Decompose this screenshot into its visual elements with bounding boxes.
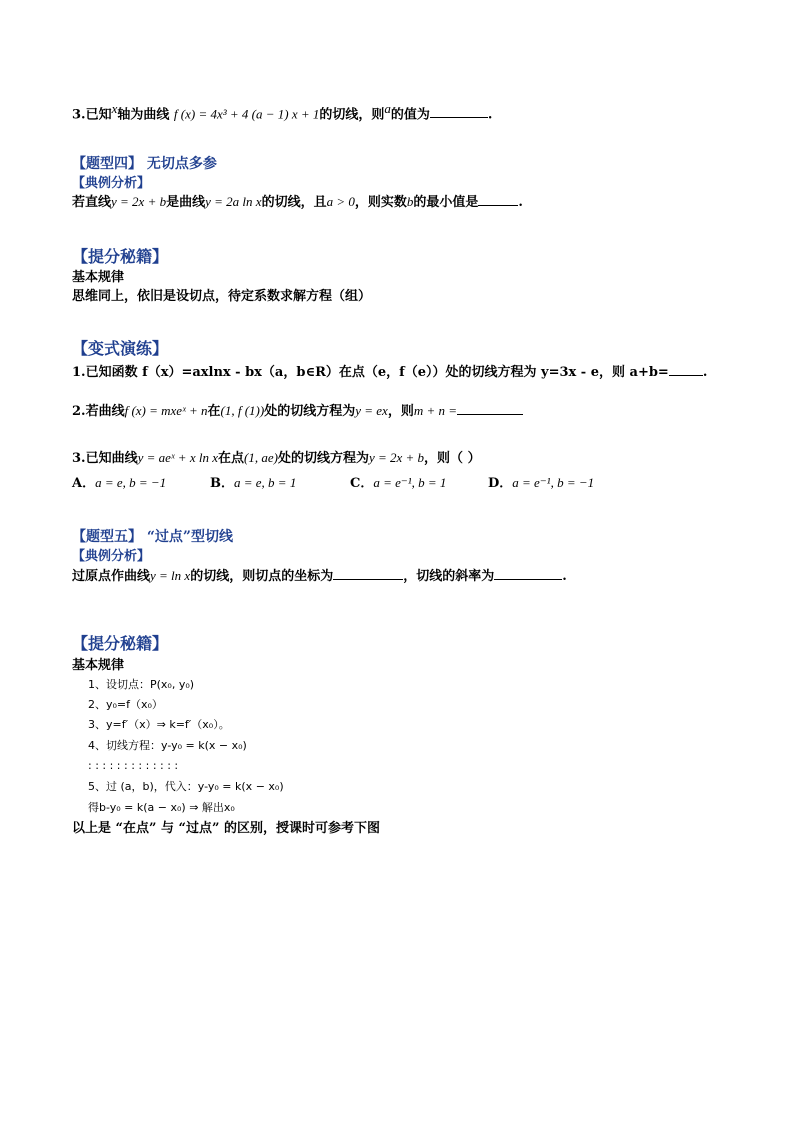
options-row (72, 474, 594, 493)
analysis-label: 【典例分析】 (72, 176, 151, 191)
rule-label: 基本规律 (72, 270, 125, 285)
step-5: 5、过 (a，b)，代入：y-y₀ = k(x − x₀) (88, 780, 284, 793)
step-3: 3、y=f′（x）⇒ k=f′（x₀）。 (88, 718, 230, 731)
step-1: 1、设切点：P(x₀, y₀) (88, 678, 195, 691)
step-6: 得b-y₀ = k(a − x₀) ⇒ 解出x₀ (88, 801, 235, 814)
tips-heading: 【提分秘籍】 (72, 634, 169, 653)
formula: f (x) = 4x³ + 4 (a − 1) x + 1 (173, 106, 320, 122)
answer-blank (478, 193, 518, 206)
question-3: 3.已知$^x$轴为曲线 f (x) = 4x³ + 4 (a − 1) x + 1的切线，则$^a$的值为 . (72, 101, 493, 123)
rule-label: 基本规律 (72, 658, 125, 673)
tips-heading: 【提分秘籍】 (72, 247, 169, 266)
option-c: C．a = e⁻¹, b = 1 (350, 475, 447, 491)
practice-heading: 【变式演练】 (72, 339, 169, 358)
answer-blank (430, 105, 488, 118)
answer-blank (333, 567, 403, 580)
rule-text: 思维同上，依旧是设切点，待定系数求解方程（组） (72, 289, 372, 304)
practice-2: 2.若曲线f (x) = mxeˣ + n在(1, f (1))处的切线方程为y = ex，则m + n = (72, 402, 523, 421)
example-problem: 若直线y = 2x + b是曲线y = 2a ln x的切线，且a > 0，则实数b的最小值是 . (72, 194, 523, 210)
answer-blank (494, 567, 562, 580)
analysis-label: 【典例分析】 (72, 549, 151, 564)
option-b: B．a = e, b = 1 (210, 475, 297, 491)
answer-blank (669, 363, 703, 376)
section-heading: 【题型四】 无切点多参 (72, 156, 217, 172)
practice-3: 3.已知曲线y = aeˣ + x ln x在点(1, ae)处的切线方程为y = 2x + b，则（ ） (72, 450, 481, 466)
option-d: D．a = e⁻¹, b = −1 (488, 475, 595, 491)
example-problem: 过原点作曲线y = ln x的切线，则切点的坐标为 ，切线的斜率为 . (72, 568, 567, 584)
step-dots: : : : : : : : : : : : : : (88, 759, 179, 772)
practice-1: 1.已知函数 f（x）=axlnx - bx（a，b∈R）在点（e，f（e））处的切线方程为 y=3x - e，则 a+b= . (72, 365, 708, 380)
step-2: 2、y₀=f（x₀） (88, 698, 163, 711)
answer-blank (457, 402, 523, 415)
step-4: 4、切线方程：y-y₀ = k(x − x₀) (88, 739, 247, 752)
section-heading: 【题型五】 “过点”型切线 (72, 529, 233, 545)
conclusion: 以上是 “在点” 与 “过点” 的区别，授课时可参考下图 (72, 821, 381, 836)
option-a: A．a = e, b = −1 (72, 475, 167, 491)
